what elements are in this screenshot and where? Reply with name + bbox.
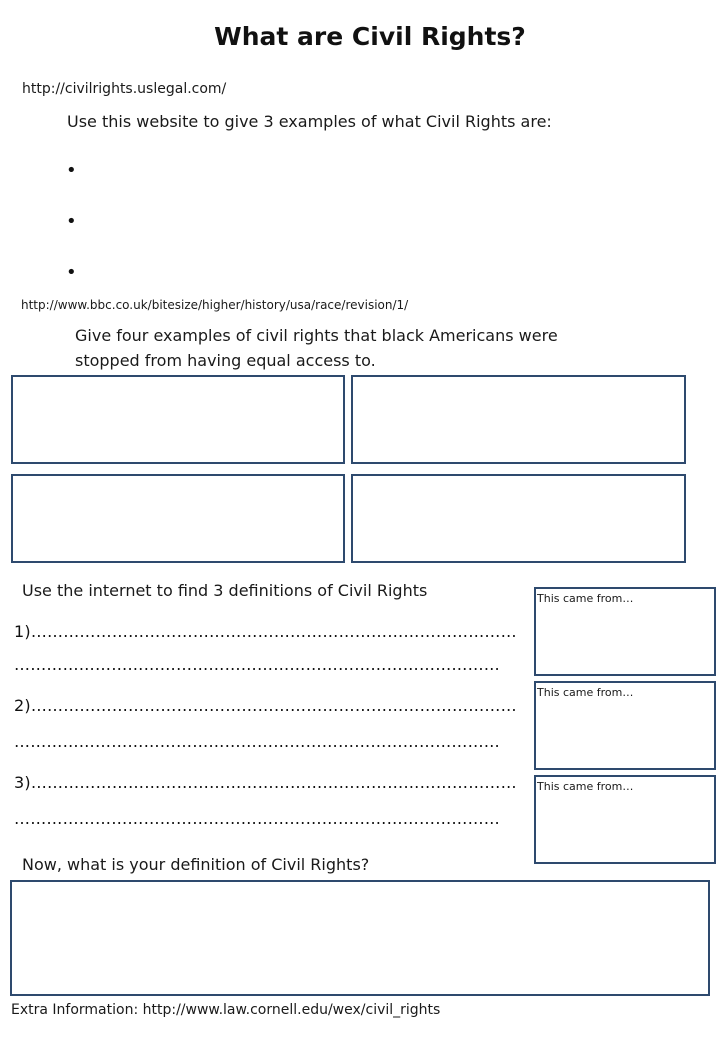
source-box-2[interactable] — [534, 681, 716, 770]
bbc-bitesize-link[interactable]: http://www.bbc.co.uk/bitesize/higher/history/usa/race/revision/1/ — [21, 298, 409, 312]
definitions-prompt: Use the internet to find 3 definitions of Civil Rights — [22, 581, 428, 600]
answer-box-4[interactable] — [351, 474, 686, 563]
definition-line-1[interactable]: 1)……………………………………………………………………………… — [14, 622, 517, 641]
source-box-3[interactable] — [534, 775, 716, 864]
definition-line-2[interactable]: 2)……………………………………………………………………………… — [14, 696, 517, 715]
uslegal-link[interactable]: http://civilrights.uslegal.com/ — [22, 81, 227, 97]
definition-line-3[interactable]: 3)……………………………………………………………………………… — [14, 773, 517, 792]
access-prompt: Give four examples of civil rights that black Americans were stopped from having equal access to. — [75, 326, 558, 370]
source-label-1: This came from… — [537, 592, 634, 605]
extra-information[interactable]: Extra Information: http://www.law.cornell.edu/wex/civil_rights — [11, 1002, 441, 1018]
bullet-1: • — [66, 160, 77, 181]
own-definition-box[interactable] — [10, 880, 710, 996]
own-definition-prompt: Now, what is your definition of Civil Rights? — [22, 855, 370, 874]
examples-prompt: Use this website to give 3 examples of what Civil Rights are: — [67, 112, 552, 131]
source-box-1[interactable] — [534, 587, 716, 676]
definition-line-2b[interactable]: ……………………………………………………………………………… — [14, 732, 500, 751]
bullet-3: • — [66, 262, 77, 283]
definition-line-3b[interactable]: ……………………………………………………………………………… — [14, 809, 500, 828]
bullet-2: • — [66, 211, 77, 232]
answer-box-3[interactable] — [11, 474, 345, 563]
definition-line-1b[interactable]: ……………………………………………………………………………… — [14, 655, 500, 674]
answer-box-1[interactable] — [11, 375, 345, 464]
answer-box-2[interactable] — [351, 375, 686, 464]
source-label-3: This came from… — [537, 780, 634, 793]
source-label-2: This came from… — [537, 686, 634, 699]
page-title: What are Civil Rights? — [214, 22, 526, 51]
